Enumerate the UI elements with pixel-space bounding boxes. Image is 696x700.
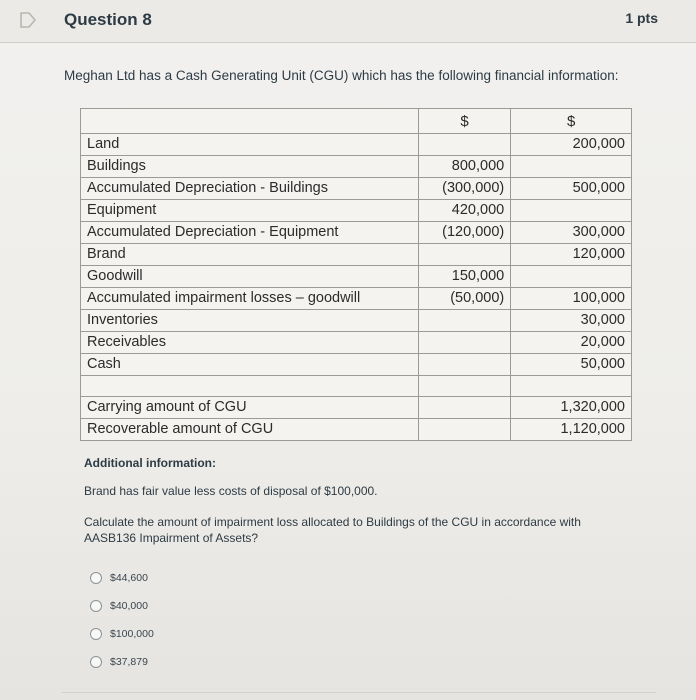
answer-option[interactable]	[90, 648, 154, 676]
additional-info-text: Brand has fair value less costs of disposal of $100,000.	[84, 484, 378, 498]
answer-option[interactable]	[90, 620, 154, 648]
row-value-c2	[511, 266, 632, 288]
table-totals	[81, 397, 632, 441]
header-col1: $	[418, 109, 510, 134]
row-value-c2: 200,000	[511, 134, 632, 156]
row-value-c1	[418, 244, 510, 266]
table-row	[81, 419, 632, 441]
answer-option-label: $40,000	[110, 600, 148, 612]
row-label: Inventories	[81, 310, 419, 332]
row-value-c2: 100,000	[511, 288, 632, 310]
divider	[62, 692, 656, 693]
row-value-c2	[511, 200, 632, 222]
blank-cell	[511, 376, 632, 397]
question-prompt: Calculate the amount of impairment loss allocated to Buildings of the CGU in accordance with AASB136 Impairment of Assets?	[84, 515, 581, 545]
blank-cell	[81, 376, 419, 397]
question-title: Question 8	[64, 10, 152, 29]
row-label: Brand	[81, 244, 419, 266]
answer-option[interactable]	[90, 564, 154, 592]
row-label: Land	[81, 134, 419, 156]
row-value-c2: 50,000	[511, 354, 632, 376]
row-value-c1: 800,000	[418, 156, 510, 178]
row-label: Carrying amount of CGU	[81, 397, 419, 419]
answer-option-label: $44,600	[110, 572, 148, 584]
row-value-c2: 300,000	[511, 222, 632, 244]
table-row	[81, 288, 632, 310]
table-row	[81, 244, 632, 266]
table-row	[81, 266, 632, 288]
row-value-c2	[511, 156, 632, 178]
row-label: Cash	[81, 354, 419, 376]
row-label: Buildings	[81, 156, 419, 178]
answer-options	[90, 564, 154, 676]
radio-button[interactable]	[90, 628, 102, 640]
row-label: Accumulated impairment losses – goodwill	[81, 288, 419, 310]
header-label-cell	[81, 109, 419, 134]
radio-button[interactable]	[90, 600, 102, 612]
row-value-c2: 1,120,000	[511, 419, 632, 441]
answer-option-label: $37,879	[110, 656, 148, 668]
row-value-c2: 20,000	[511, 332, 632, 354]
row-label: Goodwill	[81, 266, 419, 288]
table-row	[81, 156, 632, 178]
row-value-c1	[418, 397, 510, 419]
financial-table	[80, 108, 632, 441]
row-value-c2: 30,000	[511, 310, 632, 332]
table-blank-row	[81, 376, 632, 397]
flag-question-icon[interactable]	[18, 10, 38, 30]
header-col2: $	[511, 109, 632, 134]
row-value-c1	[418, 332, 510, 354]
row-value-c1: 150,000	[418, 266, 510, 288]
row-label: Receivables	[81, 332, 419, 354]
answer-option[interactable]	[90, 592, 154, 620]
row-value-c1: (50,000)	[418, 288, 510, 310]
blank-cell	[418, 376, 510, 397]
table-row	[81, 332, 632, 354]
answer-option-label: $100,000	[110, 628, 154, 640]
table-row	[81, 354, 632, 376]
table-row	[81, 200, 632, 222]
table-row	[81, 397, 632, 419]
row-value-c1: (120,000)	[418, 222, 510, 244]
additional-info-title: Additional information:	[84, 456, 216, 470]
row-label: Equipment	[81, 200, 419, 222]
table-row	[81, 134, 632, 156]
question-intro: Meghan Ltd has a Cash Generating Unit (CGU) which has the following financial information:	[64, 68, 619, 83]
radio-button[interactable]	[90, 572, 102, 584]
radio-button[interactable]	[90, 656, 102, 668]
table-body	[81, 134, 632, 376]
row-value-c2: 1,320,000	[511, 397, 632, 419]
row-value-c2: 500,000	[511, 178, 632, 200]
row-label: Accumulated Depreciation - Equipment	[81, 222, 419, 244]
row-value-c1: 420,000	[418, 200, 510, 222]
question-points: 1 pts	[625, 10, 658, 26]
table-row	[81, 178, 632, 200]
row-value-c1	[418, 354, 510, 376]
row-value-c2: 120,000	[511, 244, 632, 266]
table-row	[81, 310, 632, 332]
row-value-c1	[418, 134, 510, 156]
row-value-c1	[418, 419, 510, 441]
row-value-c1: (300,000)	[418, 178, 510, 200]
question-header	[0, 0, 696, 43]
table-row	[81, 222, 632, 244]
row-label: Accumulated Depreciation - Buildings	[81, 178, 419, 200]
row-label: Recoverable amount of CGU	[81, 419, 419, 441]
row-value-c1	[418, 310, 510, 332]
table-header-row	[81, 109, 632, 134]
